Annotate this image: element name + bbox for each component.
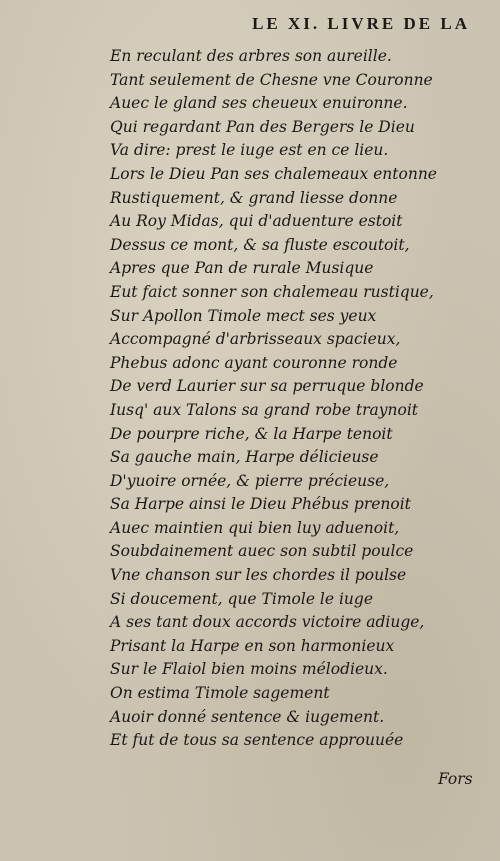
verse-line: Et fut de tous sa sentence approuuée [110,731,404,750]
verse-line: On estima Timole sagement [110,684,330,703]
verse-line: Apres que Pan de rurale Musique [110,259,374,278]
catchword: Fors [438,770,473,788]
verse-line: Sur le Flaiol bien moins mélodieux. [110,660,388,679]
verse-line: Auec maintien qui bien luy aduenoit, [110,518,400,537]
verse-line: Va dire: prest le iuge est en ce lieu. [110,141,389,160]
verse-line: Sur Apollon Timole mect ses yeux [110,306,377,325]
running-head: LE XI. LIVRE DE LA [252,14,470,33]
verse-line: Lors le Dieu Pan ses chalemeaux entonne [110,164,437,183]
verse-block [110,45,437,753]
verse-line: Au Roy Midas, qui d'aduenture estoit [110,212,403,231]
verse-line: Tant seulement de Chesne vne Couronne [110,70,433,89]
verse-line: Prisant la Harpe en son harmonieux [110,636,395,655]
verse-line: Accompagné d'arbrisseaux spacieux, [110,330,401,349]
verse-line: Iusq' aux Talons sa grand robe traynoit [110,400,419,419]
verse-line: D'yuoire ornée, & pierre précieuse, [110,471,390,490]
verse-line: Soubdainement auec son subtil poulce [110,542,414,561]
verse-line: Sa gauche main, Harpe délicieuse [110,448,379,467]
verse-line: Qui regardant Pan des Bergers le Dieu [110,117,415,136]
verse-line: Eut faict sonner son chalemeau rustique, [110,282,434,301]
verse-line: Auec le gland ses cheueux enuironne. [110,94,408,113]
verse-line: Sa Harpe ainsi le Dieu Phébus prenoit [110,495,411,514]
verse-line: En reculant des arbres son aureille. [110,47,392,65]
verse-line: Si doucement, que Timole le iuge [110,589,374,608]
verse-line: A ses tant doux accords victoire adiuge, [110,613,425,632]
verse-line: Phebus adonc ayant couronne ronde [110,353,398,372]
verse-line: Dessus ce mont, & sa fluste escoutoit, [110,235,410,254]
verse-line: Rustiquement, & grand liesse donne [110,188,398,207]
verse-line: Auoir donné sentence & iugement. [110,707,385,726]
verse-line: De verd Laurier sur sa perruque blonde [110,377,424,396]
verse-line: De pourpre riche, & la Harpe tenoit [110,424,393,443]
verse-line: Vne chanson sur les chordes il poulse [110,566,407,585]
